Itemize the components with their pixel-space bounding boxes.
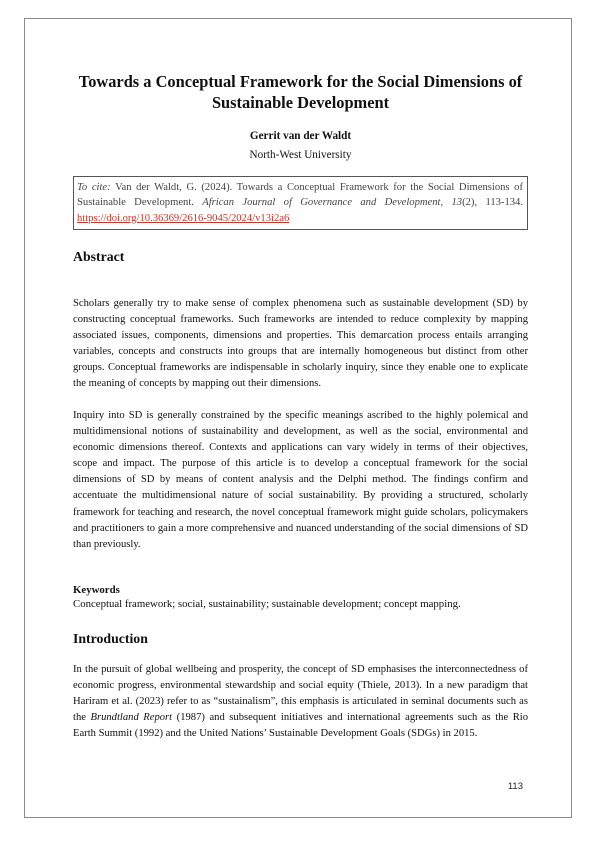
citation-label: To cite: [77, 182, 111, 193]
citation-text: Van der Waldt, G. (2024). Towards a Conceptual Framework for the Social Dimensions of Sustainable Development. [77, 182, 523, 209]
abstract-heading: Abstract [73, 249, 125, 264]
citation-volume: 13 [451, 197, 463, 209]
introduction-italic: Brundtland Report [90, 712, 173, 724]
abstract-paragraph-2: Inquiry into SD is generally constrained by the specific meanings ascribed to the highly polemical and multidimensional notions of sustainability and development, as well as the social, environmental and economic dimensions thereof. Contexts and applications can vary widely in terms of their objectives, scope and impact. The purpose of this article is to develop a conceptual framework for the social dimensions of SD by means of content analysis and the Delphi method. The findings confirm and accentuate the multidimensional nature of social sustainability. By providing a structured, scholarly framework for teaching and research, the novel conceptual framework might guide scholars, policymakers and practitioners to gain a more comprehensive and nuanced understanding of the social dimensions of SD than previously. [73, 410, 528, 550]
citation-journal: African Journal of Governance and Development [202, 197, 441, 209]
introduction-paragraph [73, 662, 528, 742]
keywords-heading: Keywords [73, 584, 120, 596]
introduction-text-2: (1987) and subsequent initiatives and international agreements such as the Rio Earth Summit (1992) and the United Nations’ Sustainable Development Goals (SDGs) in 2015. [73, 712, 528, 740]
keywords-text: Conceptual framework; social, sustainability; sustainable development; concept mapping. [73, 598, 461, 610]
page [24, 18, 572, 818]
citation-volume-sep: , [440, 197, 452, 209]
abstract-paragraph-1: Scholars generally try to make sense of complex phenomena such as sustainable development (SD) by constructing conceptual frameworks. Such frameworks are intended to reduce complexity by mapping associated issues, components, dimensions and properties. This demarcation process entails arranging variables, concepts and constructs into groups that are internally homogeneous but distinct from other groups. Conceptual frameworks are indispensable in scholarly inquiry, since they enable one to explicate the meaning of concepts by mapping out their dimensions. [73, 298, 528, 390]
page-number: 113 [507, 781, 523, 792]
citation-pages: (2), 113-134. [462, 197, 524, 209]
doi-link[interactable]: https://doi.org/10.36369/2616-9045/2024/v13i2a6 [77, 212, 290, 224]
introduction-text-1: In the pursuit of global wellbeing and prosperity, the concept of SD emphasises the interconnectedness of economic progress, environmental stewardship and social equity (Thiele, 2013). In a new paradigm that Hariram et al. (2023) refer to as “sustainalism”, this emphasis is articulated in seminal documents such as the [73, 664, 528, 724]
introduction-heading: Introduction [73, 631, 148, 646]
author-name: Gerrit van der Waldt [249, 130, 352, 142]
citation-box [73, 176, 528, 230]
author-affiliation: North-West University [249, 149, 352, 161]
paper-title: Towards a Conceptual Framework for the Social Dimensions of Sustainable Development [78, 72, 523, 112]
